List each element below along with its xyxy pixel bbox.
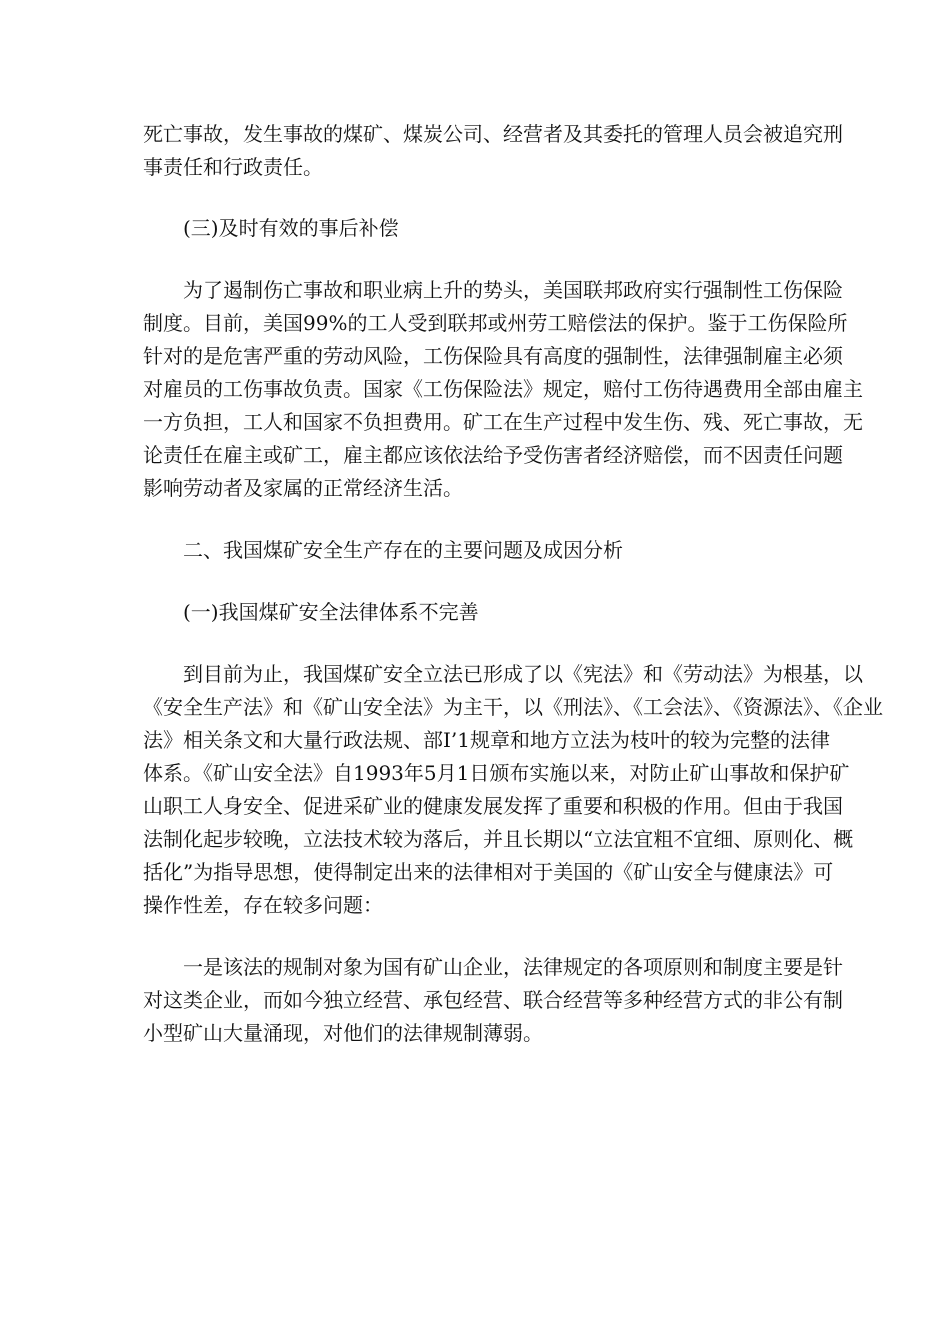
paragraph-line: 对这类企业，而如今独立经营、承包经营、联合经营等多种经营方式的非公有制 xyxy=(143,988,843,1012)
document-page xyxy=(143,118,883,1050)
paragraph-line: 死亡事故，发生事故的煤矿、煤炭公司、经营者及其委托的管理人员会被追究刑 xyxy=(143,122,843,146)
section-title-2: 二、我国煤矿安全生产存在的主要问题及成因分析 xyxy=(183,538,623,562)
paragraph-legal-system xyxy=(143,658,883,922)
paragraph-line: 一是该法的规制对象为国有矿山企业，法律规定的各项原则和制度主要是针 xyxy=(183,955,843,979)
paragraph-continuation xyxy=(143,118,843,184)
paragraph-line: 括化”为指导思想，使得制定出来的法律相对于美国的《矿山安全与健康法》可 xyxy=(143,860,834,884)
paragraph-line: 操作性差，存在较多问题： xyxy=(143,893,383,917)
paragraph-line: 山职工人身安全、促进采矿业的健康发展发挥了重要和积极的作用。但由于我国 xyxy=(143,794,843,818)
paragraph-regulation-scope xyxy=(143,951,843,1050)
paragraph-line: 事责任和行政责任。 xyxy=(143,155,323,179)
paragraph-workers-compensation xyxy=(143,274,863,505)
paragraph-line: 对雇员的工伤事故负责。国家《工伤保险法》规定，赔付工伤待遇费用全部由雇主 xyxy=(143,377,863,401)
paragraph-line: 一方负担，工人和国家不负担费用。矿工在生产过程中发生伤、残、死亡事故，无 xyxy=(143,410,863,434)
paragraph-line: 体系。《矿山安全法》自1993年5月1日颁布实施以来，对防止矿山事故和保护矿 xyxy=(143,761,850,785)
paragraph-line: 到目前为止，我国煤矿安全立法已形成了以《宪法》和《劳动法》为根基，以 xyxy=(183,662,863,686)
subheading-compensation: (三)及时有效的事后补偿 xyxy=(183,216,399,240)
paragraph-line: 小型矿山大量涌现，对他们的法律规制薄弱。 xyxy=(143,1021,543,1045)
paragraph-line: 法》相关条文和大量行政法规、部I’1规章和地方立法为枝叶的较为完整的法律 xyxy=(143,728,830,752)
paragraph-line: 影响劳动者及家属的正常经济生活。 xyxy=(143,476,463,500)
paragraph-line: 针对的是危害严重的劳动风险，工伤保险具有高度的强制性，法律强制雇主必须 xyxy=(143,344,843,368)
paragraph-line: 论责任在雇主或矿工，雇主都应该依法给予受伤害者经济赔偿，而不因责任问题 xyxy=(143,443,843,467)
paragraph-line: 为了遏制伤亡事故和职业病上升的势头，美国联邦政府实行强制性工伤保险 xyxy=(183,278,843,302)
paragraph-line: 法制化起步较晚，立法技术较为落后，并且长期以“立法宜粗不宜细、原则化、概 xyxy=(143,827,854,851)
subheading-legal-system: (一)我国煤矿安全法律体系不完善 xyxy=(183,600,479,624)
paragraph-line: 制度。目前，美国99%的工人受到联邦或州劳工赔偿法的保护。鉴于工伤保险所 xyxy=(143,311,848,335)
paragraph-line: 《安全生产法》和《矿山安全法》为主干，以《刑法》、《工会法》、《资源法》、《企业 xyxy=(143,695,883,719)
